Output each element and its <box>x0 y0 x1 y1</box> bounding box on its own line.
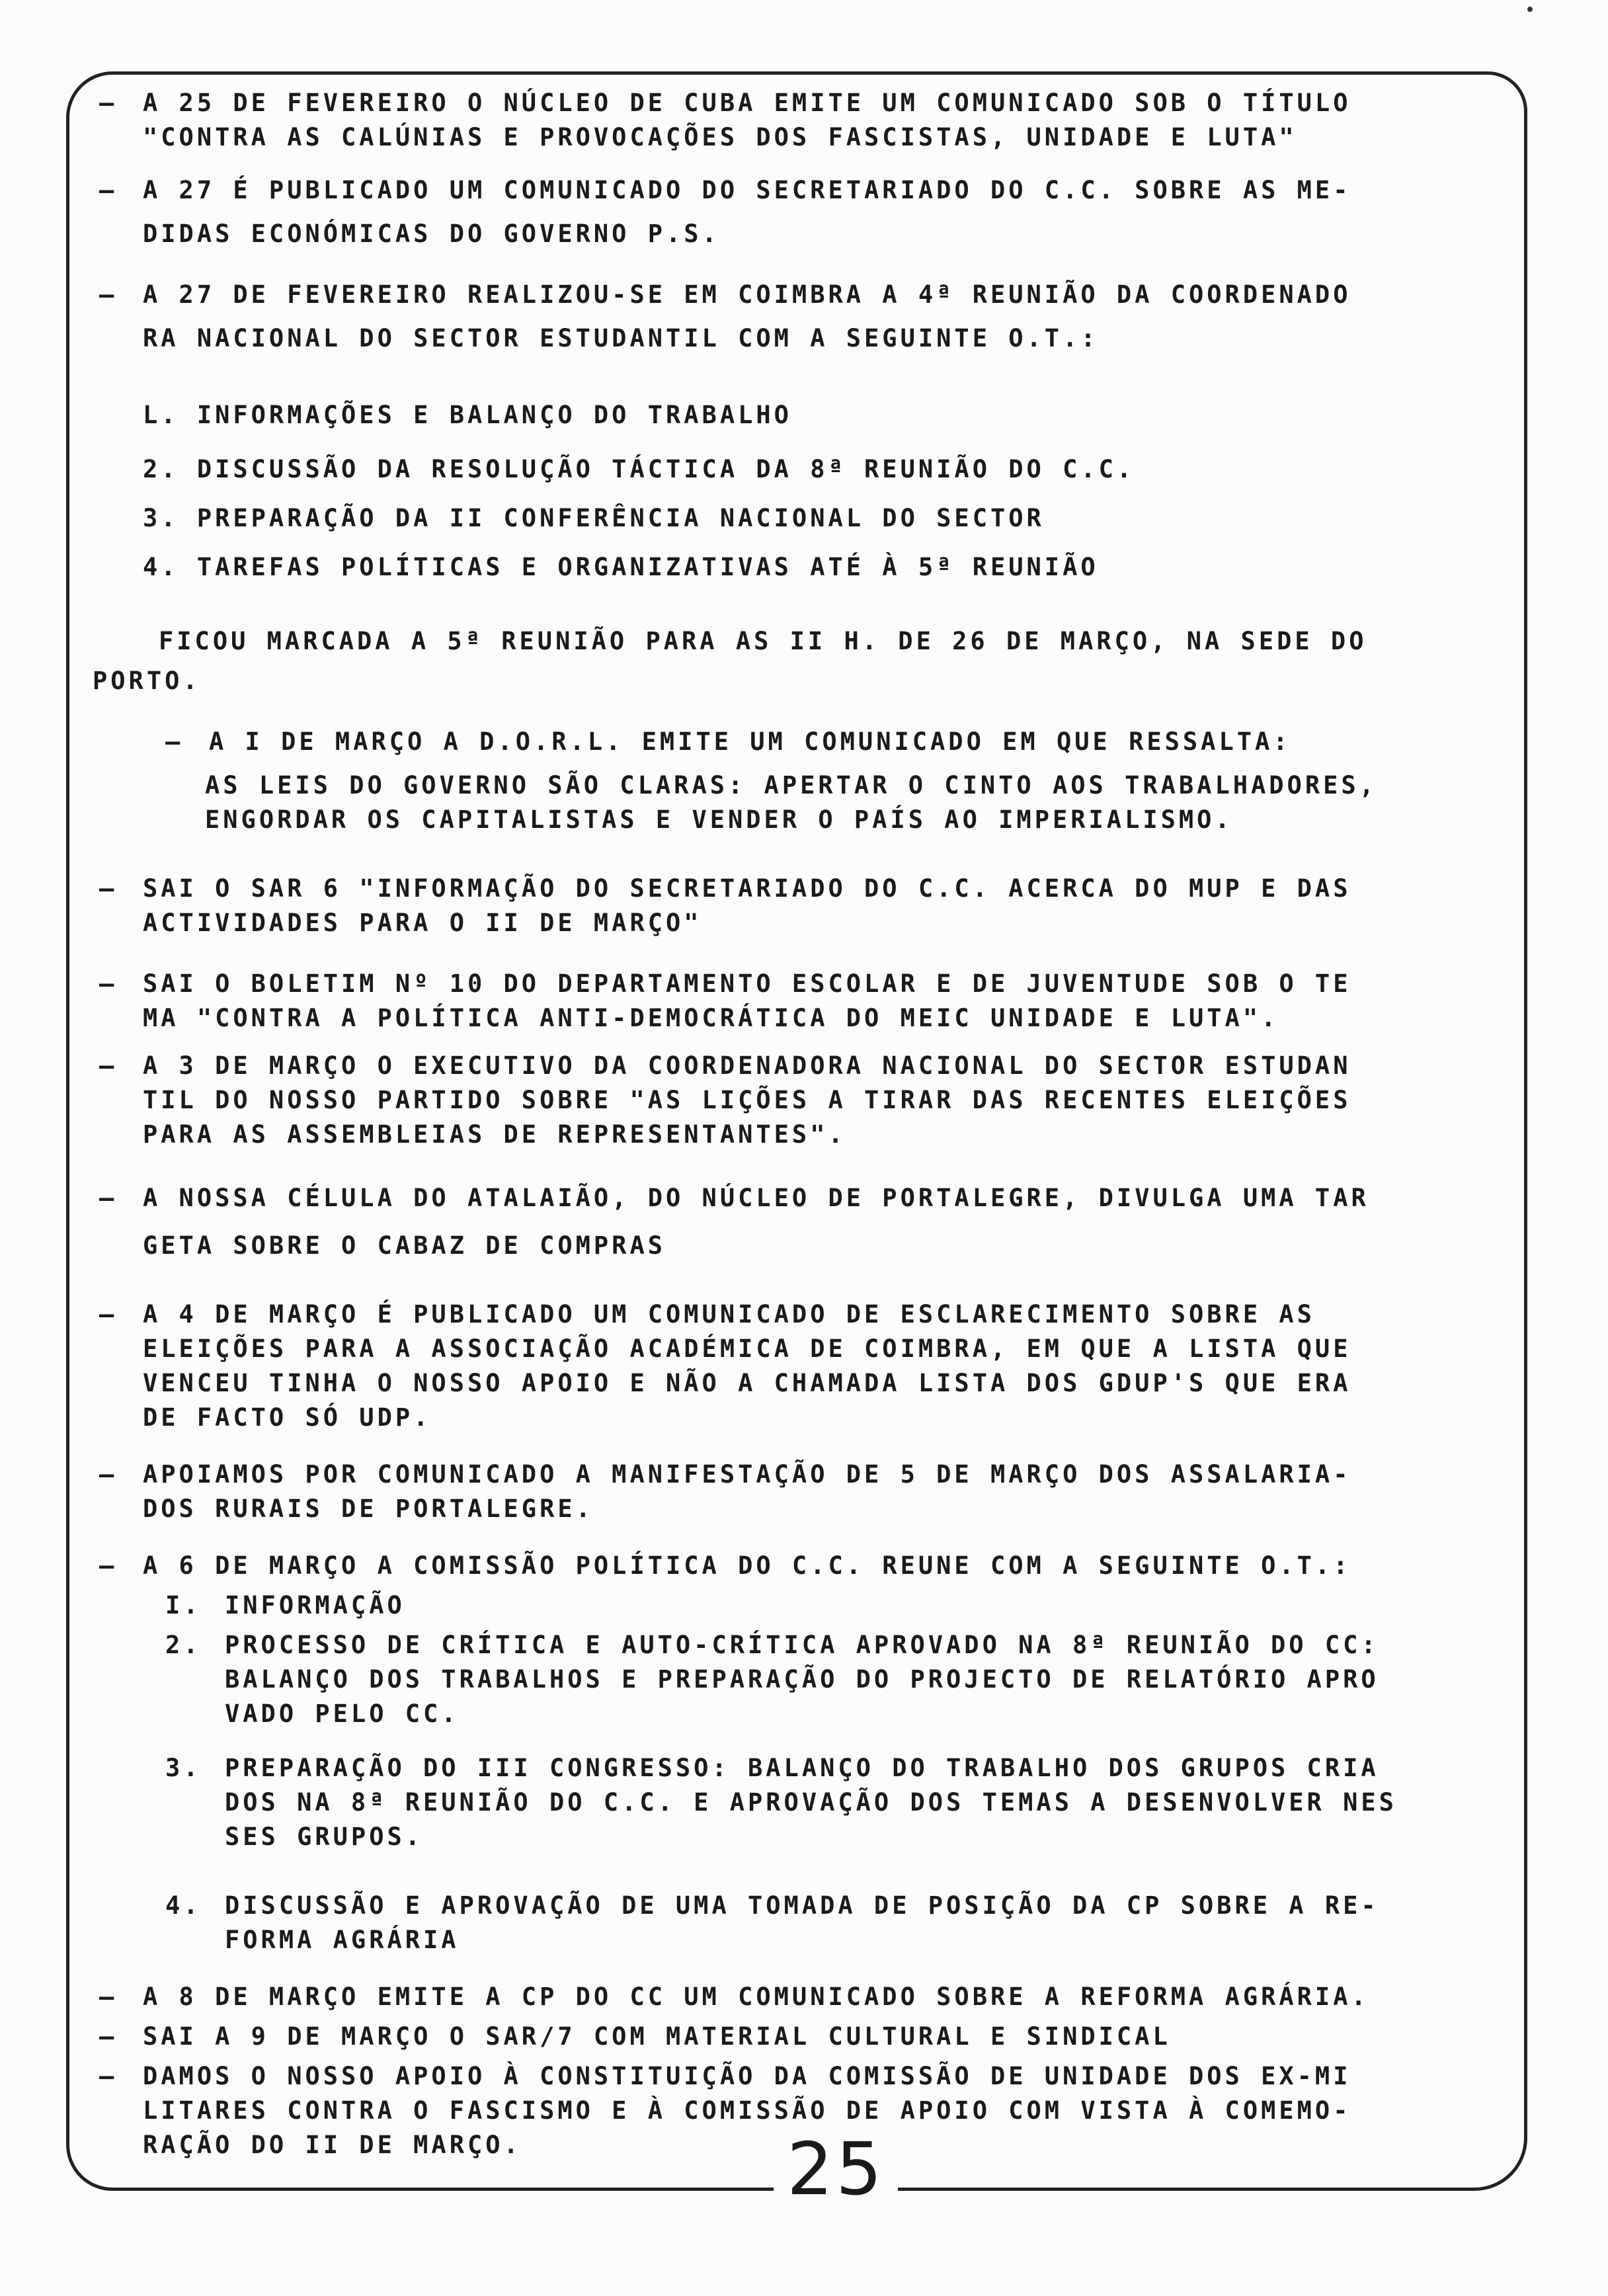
list-item <box>99 173 1501 251</box>
list-item <box>99 86 1501 155</box>
bullet-dash: – <box>99 280 118 309</box>
text-line: A 27 É PUBLICADO UM COMUNICADO DO SECRETARIADO DO C.C. SOBRE AS ME- <box>143 176 1351 204</box>
bullet-dash: – <box>99 2022 118 2051</box>
text-line: PREPARAÇÃO DO III CONGRESSO: BALANÇO DO TRABALHO DOS GRUPOS CRIA <box>225 1754 1379 1782</box>
bullet-dash: – <box>99 1300 118 1329</box>
text-line: A I DE MARÇO A D.O.R.L. EMITE UM COMUNICADO EM QUE RESSALTA: <box>209 727 1291 756</box>
agenda-number: 3. <box>165 1754 202 1782</box>
list-item <box>99 1181 1501 1263</box>
bullet-dash: – <box>99 1184 118 1212</box>
text-line: A 4 DE MARÇO É PUBLICADO UM COMUNICADO DE ESCLARECIMENTO SOBRE AS <box>143 1300 1315 1329</box>
text-line: BALANÇO DOS TRABALHOS E PREPARAÇÃO DO PROJECTO DE RELATÓRIO APRO <box>225 1665 1379 1694</box>
agenda-item: 4. TAREFAS POLÍTICAS E ORGANIZATIVAS ATÉ À 5ª REUNIÃO <box>143 553 1099 581</box>
document-body <box>93 86 1501 2162</box>
text-line: ACTIVIDADES PARA O II DE MARÇO" <box>143 909 702 937</box>
text-line: INFORMAÇÃO <box>225 1591 405 1620</box>
text-line: FORMA AGRÁRIA <box>225 1926 460 1954</box>
text-line: A 8 DE MARÇO EMITE A CP DO CC UM COMUNICADO SOBRE A REFORMA AGRÁRIA. <box>143 1983 1369 2011</box>
text-line: DISCUSSÃO E APROVAÇÃO DE UMA TOMADA DE POSIÇÃO DA CP SOBRE A RE- <box>225 1891 1379 1920</box>
text-line: A 25 DE FEVEREIRO O NÚCLEO DE CUBA EMITE UM COMUNICADO SOB O TÍTULO <box>143 89 1351 117</box>
list-item <box>99 1980 1501 2014</box>
text-line: "CONTRA AS CALÚNIAS E PROVOCAÇÕES DOS FASCISTAS, UNIDADE E LUTA" <box>143 123 1297 151</box>
bullet-dash: – <box>99 1983 118 2011</box>
text-line: PROCESSO DE CRÍTICA E AUTO-CRÍTICA APROVADO NA 8ª REUNIÃO DO CC: <box>225 1631 1379 1659</box>
list-item <box>99 2020 1501 2054</box>
text-line: RAÇÃO DO II DE MARÇO. <box>143 2131 522 2159</box>
bullet-dash: – <box>165 727 184 756</box>
list-item <box>99 872 1501 940</box>
agenda-number: 4. <box>165 1891 202 1920</box>
quote-line: ENGORDAR OS CAPITALISTAS E VENDER O PAÍS AO IMPERIALISMO. <box>205 805 1233 834</box>
text-line: DAMOS O NOSSO APOIO À CONSTITUIÇÃO DA COMISSÃO DE UNIDADE DOS EX-MI <box>143 2062 1351 2090</box>
text-line: DOS RURAIS DE PORTALEGRE. <box>143 1495 594 1523</box>
text-line: DOS NA 8ª REUNIÃO DO C.C. E APROVAÇÃO DOS TEMAS A DESENVOLVER NES <box>225 1788 1397 1817</box>
agenda-item <box>165 1628 1501 1731</box>
text-line: SAI O SAR 6 "INFORMAÇÃO DO SECRETARIADO DO C.C. ACERCA DO MUP E DAS <box>143 874 1351 903</box>
agenda-list <box>143 398 1501 585</box>
text-line: ELEIÇÕES PARA A ASSOCIAÇÃO ACADÉMICA DE COIMBRA, EM QUE A LISTA QUE <box>143 1334 1351 1363</box>
ink-speck <box>1527 7 1533 12</box>
list-item <box>99 1297 1501 1435</box>
text-line: SES GRUPOS. <box>225 1823 424 1851</box>
list-item <box>99 278 1501 356</box>
agenda-item: L. INFORMAÇÕES E BALANÇO DO TRABALHO <box>143 401 792 429</box>
text-line: FICOU MARCADA A 5ª REUNIÃO PARA AS II H. DE 26 DE MARÇO, NA SEDE DO <box>159 627 1367 655</box>
agenda-item <box>165 1751 1501 1854</box>
text-line: TIL DO NOSSO PARTIDO SOBRE "AS LIÇÕES A TIRAR DAS RECENTES ELEIÇÕES <box>143 1086 1351 1114</box>
bullet-dash: – <box>99 969 118 998</box>
text-line: VENCEU TINHA O NOSSO APOIO E NÃO A CHAMADA LISTA DOS GDUP'S QUE ERA <box>143 1369 1351 1397</box>
text-line: SAI A 9 DE MARÇO O SAR/7 COM MATERIAL CULTURAL E SINDICAL <box>143 2022 1171 2051</box>
text-line: A 27 DE FEVEREIRO REALIZOU-SE EM COIMBRA A 4ª REUNIÃO DA COORDENADO <box>143 280 1351 309</box>
text-line: APOIAMOS POR COMUNICADO A MANIFESTAÇÃO DE 5 DE MARÇO DOS ASSALARIA- <box>143 1460 1351 1489</box>
list-item <box>99 1049 1501 1152</box>
paragraph <box>93 624 1501 698</box>
text-line: LITARES CONTRA O FASCISMO E À COMISSÃO DE APOIO COM VISTA À COMEMO- <box>143 2096 1351 2125</box>
agenda-number: I. <box>165 1591 202 1620</box>
text-line: A 3 DE MARÇO O EXECUTIVO DA COORDENADORA NACIONAL DO SECTOR ESTUDAN <box>143 1051 1351 1080</box>
agenda-number: 2. <box>165 1631 202 1659</box>
bullet-dash: – <box>99 176 118 204</box>
text-line: PARA AS ASSEMBLEIAS DE REPRESENTANTES". <box>143 1120 846 1149</box>
text-line: RA NACIONAL DO SECTOR ESTUDANTIL COM A SEGUINTE O.T.: <box>143 324 1099 352</box>
bullet-dash: – <box>99 1551 118 1580</box>
bullet-dash: – <box>99 2062 118 2090</box>
agenda-list <box>165 1588 1501 1957</box>
agenda-item: 2. DISCUSSÃO DA RESOLUÇÃO TÁCTICA DA 8ª REUNIÃO DO C.C. <box>143 455 1135 483</box>
list-item <box>99 1549 1501 1583</box>
text-line: MA "CONTRA A POLÍTICA ANTI-DEMOCRÁTICA DO MEIC UNIDADE E LUTA". <box>143 1004 1279 1032</box>
agenda-item <box>165 1889 1501 1957</box>
text-line: DE FACTO SÓ UDP. <box>143 1403 432 1432</box>
text-line: PORTO. <box>93 667 201 695</box>
text-line: VADO PELO CC. <box>225 1700 460 1728</box>
quote-line: AS LEIS DO GOVERNO SÃO CLARAS: APERTAR O CINTO AOS TRABALHADORES, <box>205 771 1377 800</box>
page-number: 25 <box>774 2136 898 2202</box>
agenda-item <box>165 1588 1501 1623</box>
bullet-dash: – <box>99 1051 118 1080</box>
agenda-item: 3. PREPARAÇÃO DA II CONFERÊNCIA NACIONAL DO SECTOR <box>143 504 1045 532</box>
text-line: DIDAS ECONÓMICAS DO GOVERNO P.S. <box>143 220 720 248</box>
text-line: SAI O BOLETIM Nº 10 DO DEPARTAMENTO ESCOLAR E DE JUVENTUDE SOB O TE <box>143 969 1351 998</box>
list-item <box>99 1457 1501 1526</box>
text-line: A NOSSA CÉLULA DO ATALAIÃO, DO NÚCLEO DE PORTALEGRE, DIVULGA UMA TAR <box>143 1184 1369 1212</box>
bullet-dash: – <box>99 89 118 117</box>
text-line: A 6 DE MARÇO A COMISSÃO POLÍTICA DO C.C. REUNE COM A SEGUINTE O.T.: <box>143 1551 1351 1580</box>
text-line: GETA SOBRE O CABAZ DE COMPRAS <box>143 1231 666 1260</box>
list-item <box>165 725 1501 837</box>
list-item <box>99 967 1501 1036</box>
bullet-dash: – <box>99 1460 118 1489</box>
bullet-dash: – <box>99 874 118 903</box>
